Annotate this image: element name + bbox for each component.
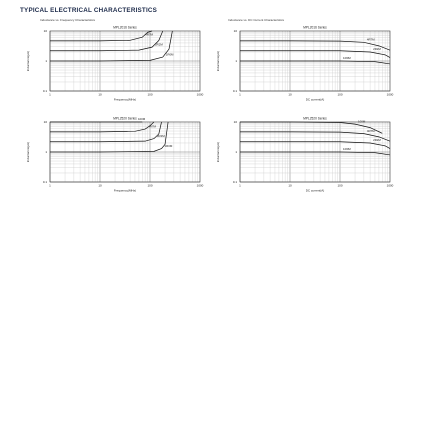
x-tick-label: 1	[239, 92, 241, 97]
chart-mpl2520-frequency	[20, 113, 210, 193]
y-axis-label: Inductance(μH)	[26, 141, 30, 163]
x-axis-label: DC current(A)	[305, 97, 325, 102]
y-tick-label: 1	[45, 150, 47, 154]
x-tick-label: 100	[337, 183, 343, 188]
y-tick-label: 1	[235, 59, 237, 63]
caption-dc-current: Inductance vs. DC Current Characteristics	[228, 18, 285, 22]
series-label: 2R2M	[156, 133, 165, 138]
x-axis-label: Frequency(MHz)	[113, 97, 137, 102]
y-tick-label: 0.1	[232, 180, 237, 184]
y-tick-label: 10	[233, 120, 237, 124]
chart-title: MPL2520 Series	[113, 116, 137, 121]
x-tick-label: 100	[337, 92, 343, 97]
series-label: 1R0M	[343, 56, 351, 61]
y-axis-label: Inductance(μH)	[26, 50, 30, 72]
x-tick-label: 100	[147, 92, 153, 97]
series-label: 4R7M	[366, 128, 375, 133]
x-tick-label: 1	[49, 183, 51, 188]
caption-frequency: Inductance vs. Frequency Characteristics	[40, 18, 96, 22]
series-label: 2R2M	[373, 138, 381, 143]
chart-title: MPL2016 Series	[113, 25, 137, 30]
series-label: 1R0M	[343, 147, 351, 152]
y-tick-label: 1	[235, 150, 237, 154]
chart-title: MPL2520 Series	[303, 116, 327, 121]
y-tick-label: 0.1	[232, 89, 237, 93]
y-tick-label: 10	[43, 29, 47, 33]
x-tick-label: 1000	[386, 92, 394, 97]
chart-mpl2520-dc-current	[210, 113, 400, 193]
y-tick-label: 0.1	[42, 180, 47, 184]
x-tick-label: 100	[147, 183, 153, 188]
x-tick-label: 1000	[386, 183, 394, 188]
series-label: 1R0M	[164, 143, 173, 148]
x-tick-label: 10	[288, 183, 292, 188]
y-tick-label: 10	[233, 29, 237, 33]
series-label: 2R2M	[155, 42, 163, 47]
x-tick-label: 1000	[196, 92, 204, 97]
x-axis-label: DC current(A)	[305, 188, 325, 193]
x-tick-label: 1	[49, 92, 51, 97]
y-axis-label: Inductance(μH)	[216, 50, 220, 72]
y-tick-label: 1	[45, 59, 47, 63]
x-tick-label: 10	[98, 183, 102, 188]
x-tick-label: 1	[239, 183, 241, 188]
x-tick-label: 10	[288, 92, 292, 97]
chart-mpl2016-frequency	[20, 22, 210, 102]
chart-mpl2016-dc-current	[210, 22, 400, 102]
x-axis-label: Frequency(MHz)	[113, 188, 137, 193]
series-label: 2R2M	[373, 47, 381, 52]
series-label: 4R7M	[145, 32, 153, 37]
chart-title: MPL2016 Series	[303, 25, 327, 30]
series-label: 100M	[137, 117, 146, 122]
series-label: 100M	[358, 119, 366, 124]
page-title: TYPICAL ELECTRICAL CHARACTERISTICS	[20, 7, 158, 14]
y-tick-label: 10	[43, 120, 47, 124]
series-label: 1R0M	[165, 52, 174, 57]
series-label: 4R7M	[366, 37, 375, 42]
y-axis-label: Inductance(μH)	[216, 141, 220, 163]
y-tick-label: 0.1	[42, 89, 47, 93]
x-tick-label: 10	[98, 92, 102, 97]
series-label: 4R7M	[148, 124, 156, 129]
x-tick-label: 1000	[196, 183, 204, 188]
